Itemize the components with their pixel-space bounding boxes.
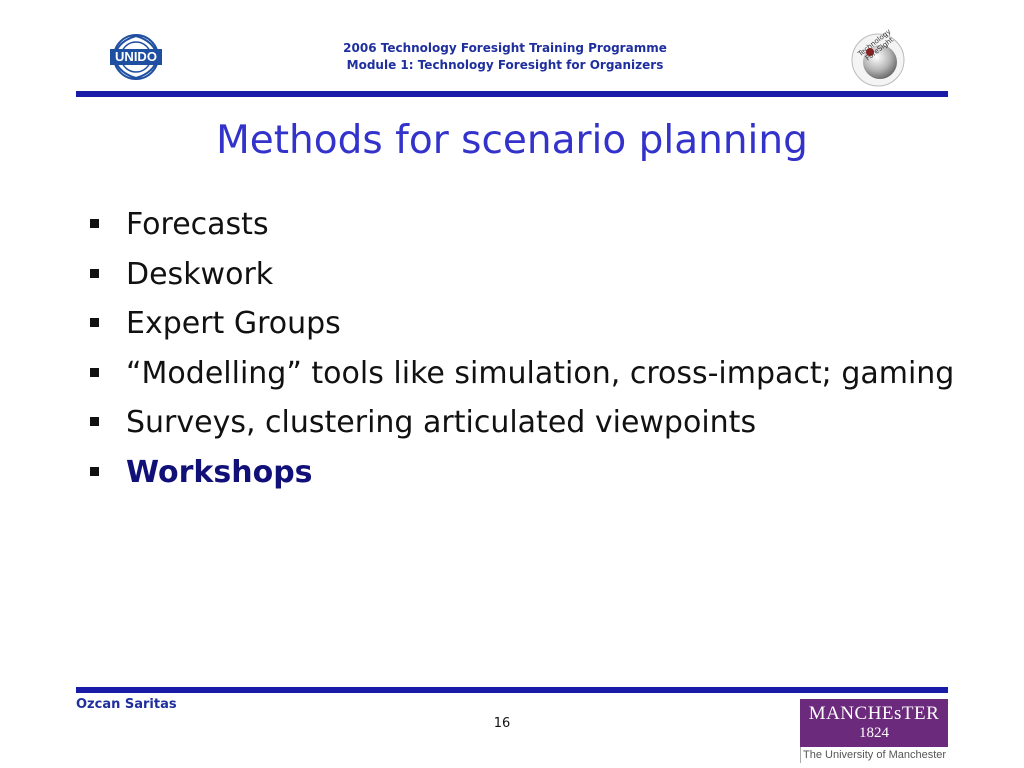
square-bullet-icon	[90, 467, 99, 476]
bullet-text: “Modelling” tools like simulation, cross-impact; gaming	[126, 355, 955, 391]
bullet-text: Workshops	[126, 454, 313, 490]
bullet-item	[86, 304, 966, 344]
square-bullet-icon	[90, 417, 99, 426]
technology-foresight-logo-text: Technology ForeSight	[856, 27, 895, 63]
square-bullet-icon	[90, 318, 99, 327]
header-line-1: 2006 Technology Foresight Training Programme	[343, 41, 667, 55]
manchester-logo	[800, 699, 948, 763]
square-bullet-icon	[90, 269, 99, 278]
manchester-university-name: The University of Manchester	[800, 747, 948, 763]
unido-logo-text: UNIDO	[115, 49, 157, 64]
footer-rule	[76, 687, 948, 693]
unido-logo	[106, 33, 166, 81]
bullet-item-highlighted	[86, 453, 966, 493]
manchester-logo-box	[800, 699, 948, 747]
header-title	[250, 40, 760, 74]
bullet-text: Forecasts	[126, 207, 269, 242]
bullet-item	[86, 403, 966, 443]
square-bullet-icon	[90, 219, 99, 228]
bullet-text: Expert Groups	[126, 306, 341, 341]
manchester-logo-year: 1824	[859, 725, 889, 741]
bullet-item	[86, 255, 966, 295]
slide-title: Methods for scenario planning	[216, 118, 808, 163]
bullet-text: Deskwork	[126, 256, 274, 292]
square-bullet-icon	[90, 368, 99, 377]
technology-foresight-logo	[848, 27, 906, 88]
bullet-item	[86, 205, 966, 245]
bullet-item	[86, 354, 966, 394]
manchester-logo-name: MANCHEsTER	[808, 703, 940, 724]
bullet-list	[86, 205, 966, 502]
bullet-text: Surveys, clustering articulated viewpoints	[126, 405, 757, 440]
page-number: 16	[493, 716, 511, 731]
presenter-name: Ozcan Saritas	[76, 697, 177, 712]
header-line-2: Module 1: Technology Foresight for Organizers	[346, 58, 664, 72]
header-rule	[76, 91, 948, 97]
